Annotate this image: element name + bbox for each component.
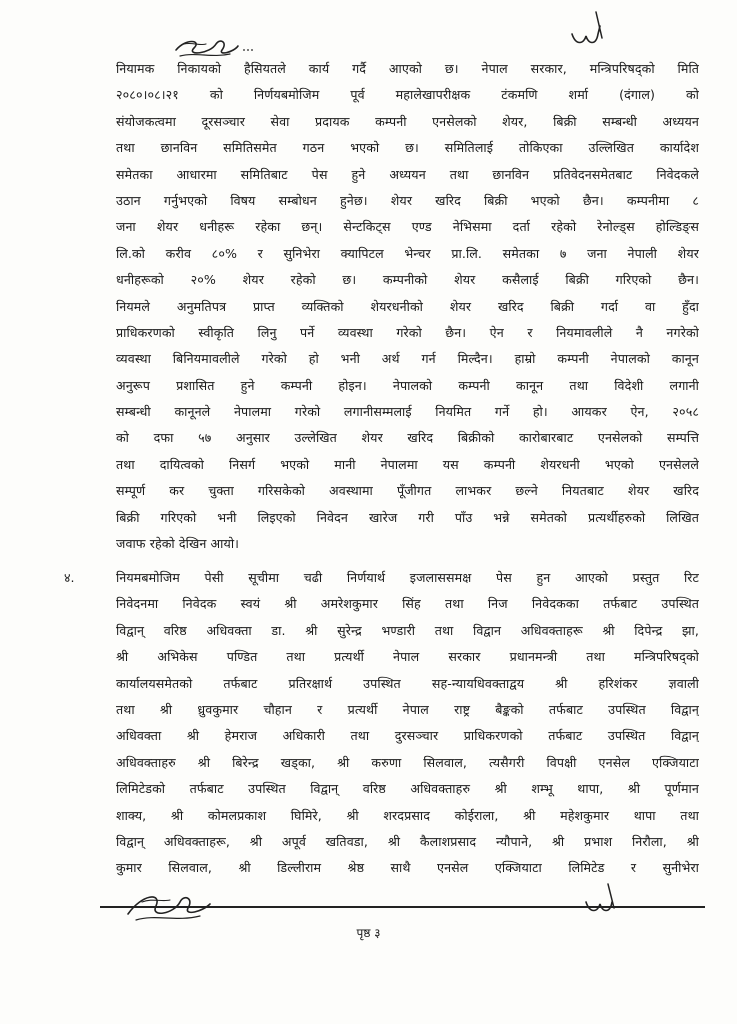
text-line: जवाफ रहेको देखिन आयो। <box>116 536 240 552</box>
text-line: कार्यालयसमेतको तर्फबाट प्रतिरक्षार्थ उपस्थित सह-न्यायधिवक्ताद्वय श्री हरिशंकर ज्ञवाली <box>116 675 699 691</box>
page-number: पृष्ठ ३ <box>356 926 381 940</box>
text-line: धनीहरूको २०% शेयर रहेको छ। कम्पनीको शेयर कसैलाई बिक्री गरिएको छैन। <box>116 272 699 288</box>
initial-top-right <box>566 8 612 56</box>
paragraph-2 <box>116 565 699 882</box>
text-line: अनुरूप प्रशासित हुने कम्पनी होइन। नेपालको कम्पनी कानून तथा विदेशी लगानी <box>116 377 699 393</box>
text-line: बिक्री गरिएको भनी लिइएको निवेदन खारेज गरी पाँउ भन्ने समेतको प्रत्यर्थीहरुको लिखित <box>116 509 699 525</box>
text-line: लि.को करीव ८०% र सुनिभेरा क्यापिटल भेन्चर प्रा.लि. समेतका ७ जना नेपाली शेयर <box>116 245 699 261</box>
text-line: २०८०।०८।२१ को निर्णयबमोजिम पूर्व महालेखापरीक्षक टंकमणि शर्मा (दंगाल) को <box>116 87 699 103</box>
text-line: को दफा ५७ अनुसार उल्लेखित शेयर खरिद बिक्रीको कारोबारबाट एनसेलको सम्पत्ति <box>116 430 699 446</box>
initial-bottom-right <box>580 880 624 920</box>
text-line: उठान गर्नुभएको विषय सम्बोधन हुनेछ। शेयर खरिद बिक्री भएको छैन। कम्पनीमा ८ <box>116 192 699 208</box>
text-line: सम्बन्धी कानूनले नेपालमा गरेको लगानीसम्मलाई नियमित गर्ने हो। आयकर ऐन, २०५८ <box>116 404 699 420</box>
text-line: शाक्य, श्री कोमलप्रकाश घिमिरे, श्री शरदप्रसाद कोईराला, श्री महेशकुमार थापा तथा <box>116 807 699 823</box>
text-line: निवेदनमा निवेदक स्वयं श्री अमरेशकुमार सिंह तथा निज निवेदकका तर्फबाट उपस्थित <box>116 596 699 612</box>
text-line: जना शेयर धनीहरू रहेका छन्। सेन्टकिट्स एण्ड नेभिसमा दर्ता रहेको रेनोल्ड्स होल्डिङ्स <box>116 219 699 235</box>
text-line: समेतका आधारमा समितिबाट पेस हुने अध्ययन तथा छानविन प्रतिवेदनसमेतबाट निवेदकले <box>116 166 699 182</box>
text-line: अधिवक्ताहरु श्री बिरेन्द्र खड्का, श्री करुणा सिलवाल, त्यसैगरी विपक्षी एनसेल एक्जियाटा <box>116 754 699 770</box>
text-line: तथा दायित्वको निसर्ग भएको मानी नेपालमा यस कम्पनी शेयरधनी भएको एनसेलले <box>116 456 699 472</box>
text-line: नियमबमोजिम पेसी सूचीमा चढी निर्णयार्थ इजलाससमक्ष पेस हुन आएको प्रस्तुत रिट <box>116 570 699 585</box>
text-line: अधिवक्ता श्री हेमराज अधिकारी तथा दुरसञ्चार प्राधिकरणको तर्फबाट उपस्थित विद्वान् <box>116 728 699 744</box>
text-line: संयोजकत्वमा दूरसञ्चार सेवा प्रदायक कम्पनी एनसेलको शेयर, बिक्री सम्बन्धी अध्ययन <box>116 113 699 129</box>
text-line: नियमले अनुमतिपत्र प्राप्त व्यक्तिको शेयरधनीको शेयर खरिद बिक्री गर्दा वा हुँदा <box>116 298 699 314</box>
text-line: श्री अभिकेस पण्डित तथा प्रत्यर्थी नेपाल सरकार प्रधानमन्त्री तथा मन्त्रिपरिषद्को <box>116 649 699 665</box>
footer-divider <box>100 906 705 908</box>
text-line: विद्वान् अधिवक्ताहरू, श्री अपूर्व खतिवडा, श्री कैलाशप्रसाद न्यौपाने, श्री प्रभाश निरौला, श्री <box>116 833 699 849</box>
text-line: सम्पूर्ण कर चुक्ता गरिसकेको अवस्थामा पूँजीगत लाभकर छल्ने नियतबाट शेयर खरिद <box>116 483 699 499</box>
paragraph-1 <box>116 56 699 557</box>
text-line: विद्वान् वरिष्ठ अधिवक्ता डा. श्री सुरेन्द्र भण्डारी तथा विद्वान अधिवक्ताहरू श्री दिपेन्द्र झा, <box>116 622 699 638</box>
text-line: व्यवस्था बिनियमावलीले गरेको हो भनी अर्थ गर्न मिल्दैन। हाम्रो कम्पनी नेपालको कानून <box>116 351 699 367</box>
text-line: लिमिटेडको तर्फबाट उपस्थित विद्वान् वरिष्ठ अधिवक्ताहरु श्री शम्भू थापा, श्री पूर्णमान <box>116 781 699 797</box>
text-line: तथा छानविन समितिसमेत गठन भएको छ। समितिलाई तोकिएका उल्लिखित कार्यादेश <box>116 140 699 156</box>
text-line: कुमार सिलवाल, श्री डिल्लीराम श्रेष्ठ साथै एनसेल एक्जियाटा लिमिटेड र सुनीभेरा <box>116 860 699 876</box>
paragraph-number: ४. <box>64 570 75 585</box>
text-line: नियामक निकायको हैसियतले कार्य गर्दै आएको छ। नेपाल सरकार, मन्त्रिपरिषद्को मिति <box>116 61 699 76</box>
text-line: प्राधिकरणको स्वीकृति लिनु पर्ने व्यवस्था गरेको छैन। ऐन र नियमावलीले नै नगरेको <box>116 324 699 340</box>
text-line: तथा श्री ध्रुवकुमार चौहान र प्रत्यर्थी नेपाल राष्ट्र बैङ्कको तर्फबाट उपस्थित विद्वान् <box>116 701 699 717</box>
